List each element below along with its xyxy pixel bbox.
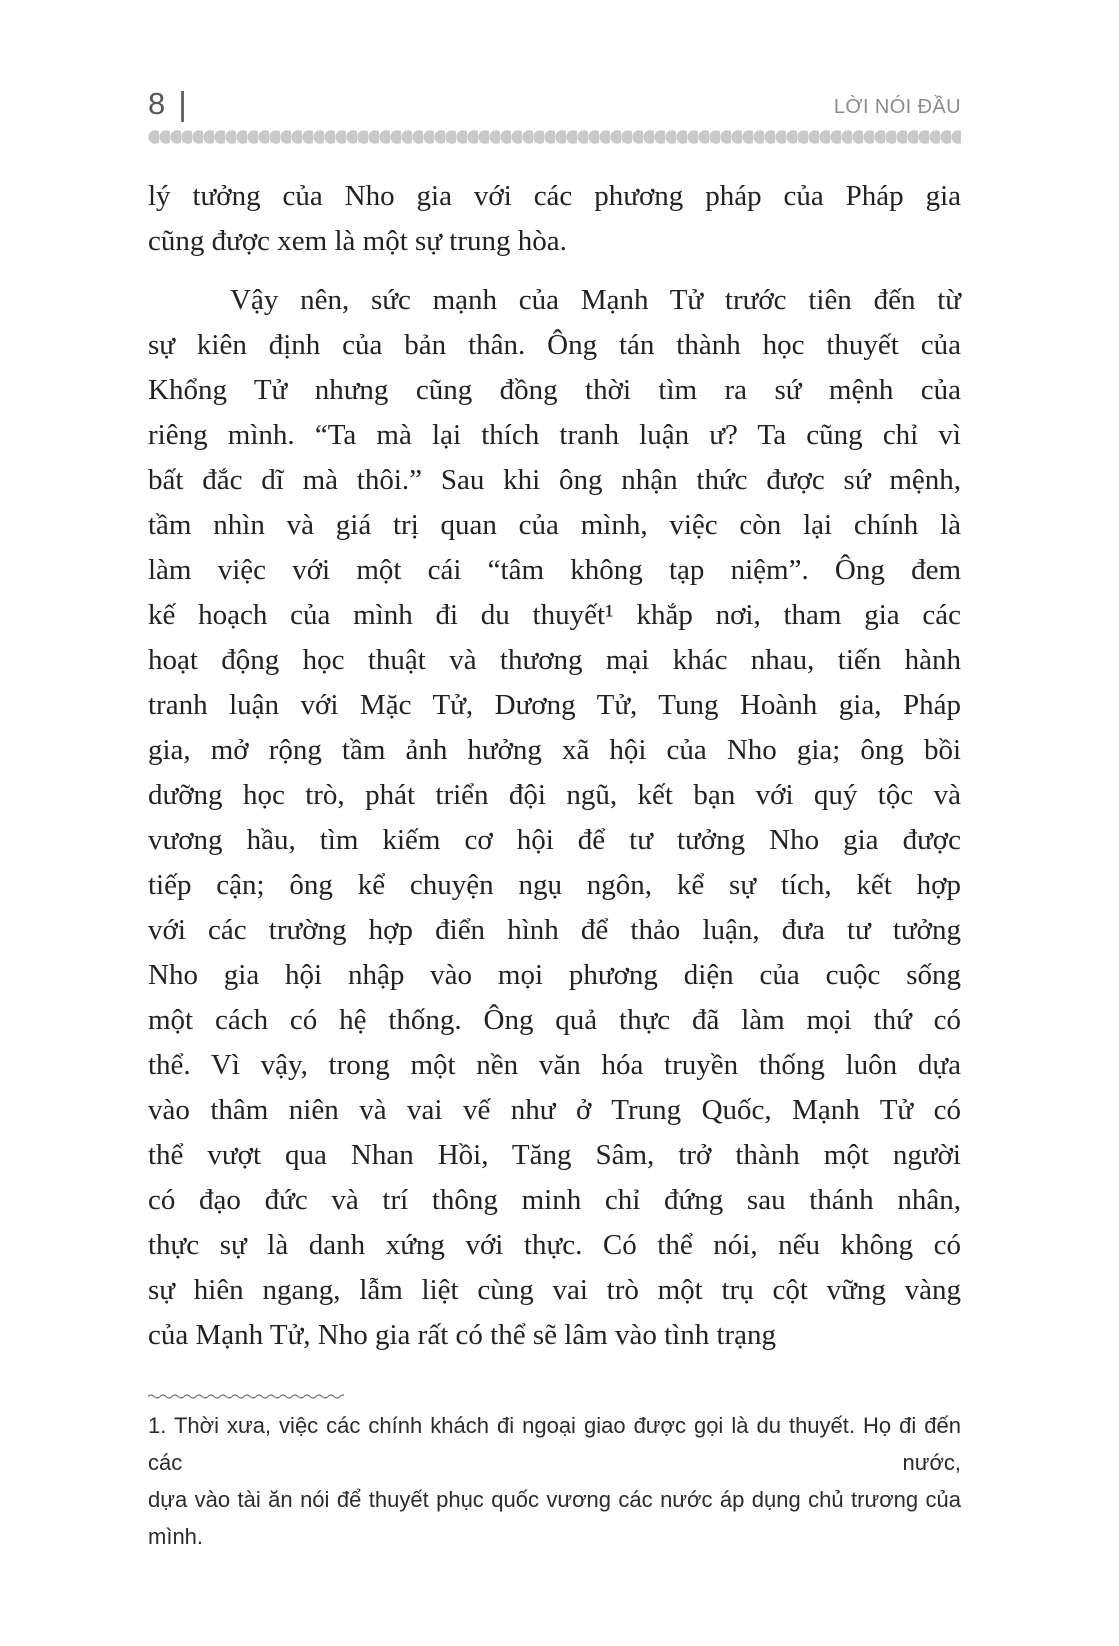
body-text-line: bất đắc dĩ mà thôi.” Sau khi ông nhận thức được sứ mệnh, <box>148 464 961 496</box>
body-text-line: thể vượt qua Nhan Hồi, Tăng Sâm, trở thành một người <box>148 1139 961 1171</box>
body-text-line: Nho gia hội nhập vào mọi phương diện của cuộc sống <box>148 959 961 991</box>
body-text-line: hoạt động học thuật và thương mại khác nhau, tiến hành <box>148 644 961 676</box>
body-text-line: một cách có hệ thống. Ông quả thực đã làm mọi thứ có <box>148 1004 961 1036</box>
body-text-line: cũng được xem là một sự trung hòa. <box>148 225 567 257</box>
body-text-line: dưỡng học trò, phát triển đội ngũ, kết bạn với quý tộc và <box>148 779 961 811</box>
body-text-line: lý tưởng của Nho gia với các phương pháp của Pháp gia <box>148 180 961 212</box>
body-text-line: vương hầu, tìm kiếm cơ hội để tư tưởng Nho gia được <box>148 824 961 856</box>
page-number: 8 <box>148 86 166 121</box>
body-text-line: gia, mở rộng tầm ảnh hưởng xã hội của Nho gia; ông bồi <box>148 734 961 766</box>
footnote-line: 1. Thời xưa, việc các chính khách đi ngoại giao được gọi là du thuyết. Họ đi đến các nước, <box>148 1413 961 1475</box>
page-header <box>148 84 961 120</box>
footnote-wavy-divider <box>148 1392 344 1400</box>
page-number-group <box>148 87 187 120</box>
body-text-line: thể. Vì vậy, trong một nền văn hóa truyền thống luôn dựa <box>148 1049 961 1081</box>
body-text-line: sự kiên định của bản thân. Ông tán thành học thuyết của <box>148 329 961 361</box>
footnote-text <box>148 1407 961 1555</box>
body-text-line: sự hiên ngang, lẫm liệt cùng vai trò một trụ cột vững vàng <box>148 1274 961 1306</box>
body-text-line: kế hoạch của mình đi du thuyết¹ khắp nơi, tham gia các <box>148 599 961 631</box>
footnote-section <box>148 1392 961 1555</box>
body-text-line: làm việc với một cái “tâm không tạp niệm”. Ông đem <box>148 554 961 586</box>
body-text-line: Khổng Tử nhưng cũng đồng thời tìm ra sứ mệnh của <box>148 374 961 406</box>
body-text-line: tiếp cận; ông kể chuyện ngụ ngôn, kể sự tích, kết hợp <box>148 869 961 901</box>
body-text-line: riêng mình. “Ta mà lại thích tranh luận ư? Ta cũng chỉ vì <box>148 419 961 451</box>
page-number-separator: | <box>178 85 187 122</box>
body-text-line: vào thâm niên và vai vế như ở Trung Quốc, Mạnh Tử có <box>148 1094 961 1126</box>
content-block <box>148 84 961 1555</box>
body-text-line: của Mạnh Tử, Nho gia rất có thể sẽ lâm vào tình trạng <box>148 1319 777 1351</box>
header-divider-band <box>148 130 961 144</box>
body-text-line: tranh luận với Mặc Tử, Dương Tử, Tung Hoành gia, Pháp <box>148 689 961 721</box>
body-text-line: có đạo đức và trí thông minh chỉ đứng sau thánh nhân, <box>148 1184 961 1216</box>
footnote-line: dựa vào tài ăn nói để thuyết phục quốc vương các nước áp dụng chủ trương của mình. <box>148 1487 961 1549</box>
running-title: LỜI NÓI ĐẦU <box>833 96 961 118</box>
body-text-line: tầm nhìn và giá trị quan của mình, việc còn lại chính là <box>148 509 961 541</box>
body-text-line: Vậy nên, sức mạnh của Mạnh Tử trước tiên đến từ <box>230 284 961 316</box>
body-text <box>148 174 961 1358</box>
body-text-line: với các trường hợp điển hình để thảo luận, đưa tư tưởng <box>148 914 961 946</box>
body-text-line: thực sự là danh xứng với thực. Có thể nói, nếu không có <box>148 1229 961 1261</box>
